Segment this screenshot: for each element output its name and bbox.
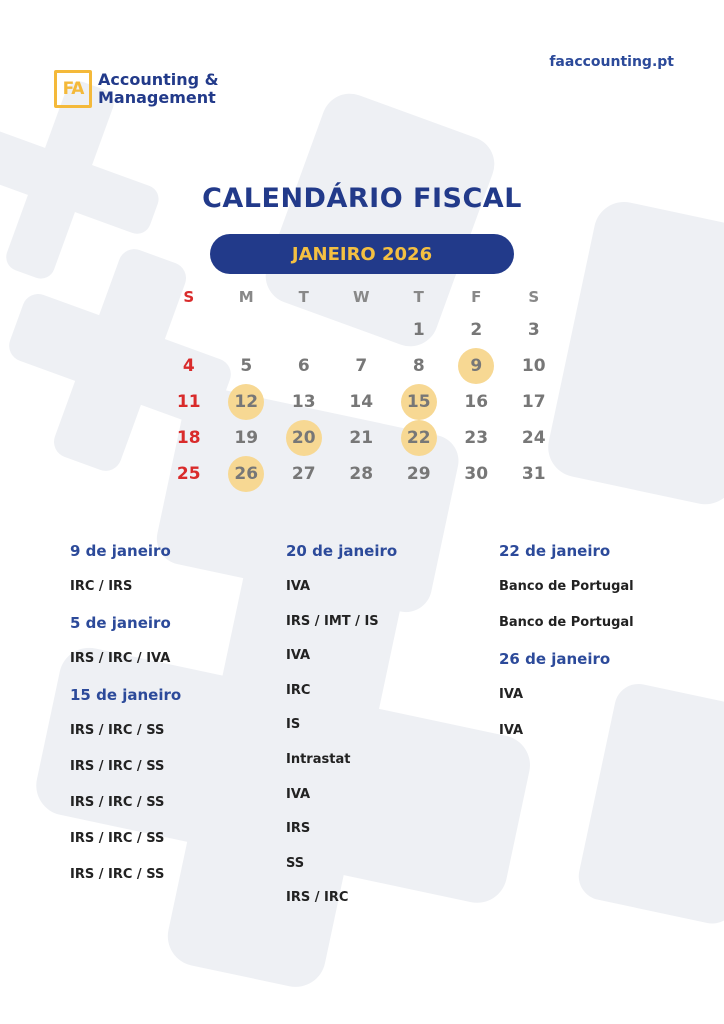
calendar-day [448, 428, 506, 448]
calendar-day [448, 392, 506, 412]
deadline-item: IRS / IRC / SS [70, 723, 165, 738]
calendar-day [505, 320, 563, 340]
deadlines-column-2 [286, 540, 397, 922]
day-number: 25 [176, 464, 201, 484]
calendar-day [390, 464, 448, 484]
brand-logo [54, 70, 219, 108]
calendar-day-deadline [275, 428, 333, 448]
day-number: 6 [297, 356, 310, 376]
deadlines-column-3 [499, 540, 634, 756]
calendar-day [448, 320, 506, 340]
calendar-week-row [160, 348, 560, 384]
day-number: 21 [349, 428, 374, 448]
calendar-week-row [160, 312, 560, 348]
deadline-item: IRS / IMT / IS [286, 613, 379, 629]
calendar-day [390, 356, 448, 376]
calendar-day [505, 392, 563, 412]
deadline-item: IRC [286, 682, 311, 698]
calendar-day [333, 428, 391, 448]
calendar-day [218, 356, 276, 376]
calendar-day [160, 464, 218, 484]
weekday-label: T [298, 288, 309, 306]
deadline-item: Intrastat [286, 751, 351, 767]
deadline-item: IRS / IRC / SS [70, 831, 165, 846]
day-number: 16 [464, 392, 489, 412]
calendar-weeks [160, 312, 560, 492]
calendar-day [333, 464, 391, 484]
month-banner [210, 234, 514, 274]
calendar-day-deadline [390, 428, 448, 448]
deadline-date-heading: 15 de janeiro [70, 686, 182, 704]
calendar-week-row [160, 420, 560, 456]
deadline-item: IRC / IRS [70, 579, 133, 594]
deadline-date-heading: 20 de janeiro [286, 542, 398, 560]
deadline-date-heading: 22 de janeiro [499, 542, 611, 560]
deadline-item: IRS / IRC / SS [70, 795, 165, 810]
day-number: 15 [406, 392, 431, 412]
weekday-label: M [238, 288, 254, 306]
weekday-label: W [352, 288, 370, 306]
day-number: 26 [234, 464, 259, 484]
calendar-day-deadline [390, 392, 448, 412]
weekday-label: S [528, 288, 540, 306]
day-number: 27 [291, 464, 316, 484]
weekday-label: S [183, 288, 195, 306]
calendar-day [505, 464, 563, 484]
day-number: 12 [234, 392, 259, 412]
weekday-label: F [471, 288, 482, 306]
calendar-day [390, 320, 448, 340]
deadline-item: IRS / IRC [286, 890, 349, 906]
day-number: 31 [521, 464, 546, 484]
deadline-item: Banco de Portugal [499, 615, 634, 630]
day-number: 24 [521, 428, 546, 448]
deadline-item: IVA [286, 648, 311, 664]
calendar-week-row [160, 384, 560, 420]
page-title: CALENDÁRIO FISCAL [202, 183, 522, 214]
calendar-day-deadline [218, 392, 276, 412]
deadline-item: IRS / IRC / SS [70, 867, 165, 882]
calendar-day [160, 356, 218, 376]
day-number: 8 [412, 356, 425, 376]
day-number: 4 [182, 356, 195, 376]
day-number: 23 [464, 428, 489, 448]
day-number: 22 [406, 428, 431, 448]
day-number: 3 [527, 320, 540, 340]
calendar-day [333, 392, 391, 412]
deadline-date-heading: 5 de janeiro [70, 614, 171, 632]
day-number: 18 [176, 428, 201, 448]
day-number: 10 [521, 356, 546, 376]
calendar-day [160, 392, 218, 412]
day-number: 5 [240, 356, 253, 376]
logo-mark-icon: FA [54, 70, 92, 108]
calendar-day [505, 428, 563, 448]
calendar-day-deadline [448, 356, 506, 376]
calendar-day [505, 356, 563, 376]
logo-line-2: Management [98, 88, 216, 107]
day-number: 28 [349, 464, 374, 484]
day-number: 29 [406, 464, 431, 484]
calendar-day [275, 392, 333, 412]
day-number: 2 [470, 320, 483, 340]
day-number: 20 [291, 428, 316, 448]
deadlines-column-1 [70, 540, 181, 900]
deadline-item: IRS / IRC / SS [70, 759, 165, 774]
website-link[interactable]: faaccounting.pt [549, 54, 674, 70]
calendar-grid [160, 282, 560, 492]
calendar-day [218, 428, 276, 448]
deadline-item: IRS / IRC / IVA [70, 651, 171, 666]
deadline-item: IVA [499, 687, 524, 702]
day-number: 7 [355, 356, 368, 376]
deadline-item: Banco de Portugal [499, 579, 634, 594]
weekday-header [160, 282, 560, 312]
logo-line-1: Accounting & [98, 70, 219, 89]
day-number: 17 [521, 392, 546, 412]
deadline-item: IVA [286, 579, 311, 594]
calendar-day [333, 356, 391, 376]
calendar-week-row [160, 456, 560, 492]
deadline-item: IVA [286, 786, 311, 802]
logo-wordmark [98, 71, 219, 107]
day-number: 19 [234, 428, 259, 448]
deadline-date-heading: 26 de janeiro [499, 650, 611, 668]
day-number: 13 [291, 392, 316, 412]
calendar-day [448, 464, 506, 484]
deadline-item: IRS [286, 821, 311, 837]
day-number: 11 [176, 392, 201, 412]
day-number: 9 [470, 356, 483, 376]
deadline-item: IVA [499, 723, 524, 738]
deadline-item: IS [286, 717, 301, 733]
weekday-label: T [413, 288, 424, 306]
day-number: 14 [349, 392, 374, 412]
calendar-day [160, 428, 218, 448]
calendar-day-deadline [218, 464, 276, 484]
deadline-item: SS [286, 855, 305, 871]
month-label: JANEIRO 2026 [291, 243, 433, 265]
day-number: 30 [464, 464, 489, 484]
calendar-day [275, 356, 333, 376]
day-number: 1 [412, 320, 425, 340]
deadline-date-heading: 9 de janeiro [70, 542, 171, 560]
calendar-day [275, 464, 333, 484]
